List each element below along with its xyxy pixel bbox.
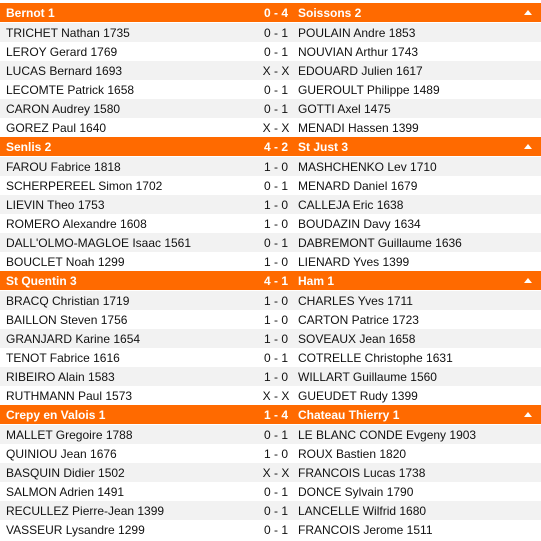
match-block bbox=[0, 405, 541, 539]
board-row bbox=[0, 42, 541, 61]
home-player: GRANJARD Karine 1654 bbox=[6, 331, 141, 346]
away-player: NOUVIAN Arthur 1743 bbox=[298, 44, 419, 59]
board-row bbox=[0, 444, 541, 463]
away-player: COTRELLE Christophe 1631 bbox=[298, 350, 453, 365]
home-player: FAROU Fabrice 1818 bbox=[6, 159, 121, 174]
board-result: X - X bbox=[262, 465, 290, 480]
home-player: SCHERPEREEL Simon 1702 bbox=[6, 178, 163, 193]
away-player: POULAIN Andre 1853 bbox=[298, 25, 416, 40]
board-result: X - X bbox=[262, 388, 290, 403]
board-row bbox=[0, 501, 541, 520]
away-player: CALLEJA Eric 1638 bbox=[298, 197, 404, 212]
caret-up-icon bbox=[524, 412, 532, 417]
board-row bbox=[0, 425, 541, 444]
home-player: BOUCLET Noah 1299 bbox=[6, 254, 125, 269]
board-result: X - X bbox=[262, 120, 290, 135]
board-result: 0 - 1 bbox=[263, 503, 288, 518]
board-row bbox=[0, 99, 541, 118]
collapse-button[interactable] bbox=[521, 412, 535, 417]
away-player: LIENARD Yves 1399 bbox=[298, 254, 410, 269]
board-result: X - X bbox=[262, 63, 290, 78]
board-row bbox=[0, 214, 541, 233]
caret-up-icon bbox=[524, 278, 532, 283]
collapse-button[interactable] bbox=[521, 278, 535, 283]
home-player: RUTHMANN Paul 1573 bbox=[6, 388, 133, 403]
board-result: 1 - 0 bbox=[263, 197, 288, 212]
board-result: 1 - 0 bbox=[263, 159, 288, 174]
board-row bbox=[0, 520, 541, 539]
away-player: MENADI Hassen 1399 bbox=[298, 120, 419, 135]
board-row bbox=[0, 463, 541, 482]
home-player: LIEVIN Theo 1753 bbox=[6, 197, 105, 212]
home-player: GOREZ Paul 1640 bbox=[6, 120, 107, 135]
home-player: BASQUIN Didier 1502 bbox=[6, 465, 125, 480]
away-player: GUEROULT Philippe 1489 bbox=[298, 82, 440, 97]
board-row bbox=[0, 348, 541, 367]
board-row bbox=[0, 195, 541, 214]
home-player: DALL'OLMO-MAGLOE Isaac 1561 bbox=[6, 235, 192, 250]
board-result: 0 - 1 bbox=[263, 44, 288, 59]
board-row bbox=[0, 310, 541, 329]
board-row bbox=[0, 252, 541, 271]
home-player: BAILLON Steven 1756 bbox=[6, 312, 128, 327]
home-player: ROMERO Alexandre 1608 bbox=[6, 216, 147, 231]
home-team-name: St Quentin 3 bbox=[6, 273, 77, 288]
board-result: 0 - 1 bbox=[263, 25, 288, 40]
board-result: 1 - 0 bbox=[263, 369, 288, 384]
match-header bbox=[0, 3, 541, 22]
board-result: 0 - 1 bbox=[263, 427, 288, 442]
board-row bbox=[0, 80, 541, 99]
match-block bbox=[0, 137, 541, 271]
board-result: 1 - 0 bbox=[263, 293, 288, 308]
away-player: CHARLES Yves 1711 bbox=[298, 293, 413, 308]
board-row bbox=[0, 291, 541, 310]
match-score: 1 - 4 bbox=[263, 407, 288, 422]
board-row bbox=[0, 386, 541, 405]
away-player: MASHCHENKO Lev 1710 bbox=[298, 159, 437, 174]
match-block bbox=[0, 3, 541, 137]
board-result: 0 - 1 bbox=[263, 178, 288, 193]
away-team-name: Ham 1 bbox=[298, 273, 335, 288]
match-block bbox=[0, 271, 541, 405]
collapse-button[interactable] bbox=[521, 144, 535, 149]
board-row bbox=[0, 23, 541, 42]
match-header bbox=[0, 405, 541, 424]
board-result: 1 - 0 bbox=[263, 254, 288, 269]
board-row bbox=[0, 329, 541, 348]
home-player: TENOT Fabrice 1616 bbox=[6, 350, 120, 365]
home-player: CARON Audrey 1580 bbox=[6, 101, 121, 116]
home-team-name: Senlis 2 bbox=[6, 139, 52, 154]
away-player: WILLART Guillaume 1560 bbox=[298, 369, 437, 384]
home-player: LUCAS Bernard 1693 bbox=[6, 63, 123, 78]
away-player: ROUX Bastien 1820 bbox=[298, 446, 407, 461]
board-result: 1 - 0 bbox=[263, 216, 288, 231]
board-row bbox=[0, 367, 541, 386]
board-result: 0 - 1 bbox=[263, 484, 288, 499]
away-player: DABREMONT Guillaume 1636 bbox=[298, 235, 462, 250]
match-score: 4 - 2 bbox=[263, 139, 288, 154]
board-row bbox=[0, 233, 541, 252]
home-player: LEROY Gerard 1769 bbox=[6, 44, 118, 59]
away-player: SOVEAUX Jean 1658 bbox=[298, 331, 416, 346]
home-player: VASSEUR Lysandre 1299 bbox=[6, 522, 145, 537]
away-player: CARTON Patrice 1723 bbox=[298, 312, 419, 327]
board-row bbox=[0, 482, 541, 501]
board-row bbox=[0, 176, 541, 195]
away-player: FRANCOIS Lucas 1738 bbox=[298, 465, 426, 480]
collapse-button[interactable] bbox=[521, 10, 535, 15]
away-player: EDOUARD Julien 1617 bbox=[298, 63, 423, 78]
away-player: FRANCOIS Jerome 1511 bbox=[298, 522, 433, 537]
away-player: GOTTI Axel 1475 bbox=[298, 101, 391, 116]
home-player: MALLET Gregoire 1788 bbox=[6, 427, 133, 442]
caret-up-icon bbox=[524, 144, 532, 149]
board-row bbox=[0, 157, 541, 176]
home-team-name: Crepy en Valois 1 bbox=[6, 407, 106, 422]
away-team-name: Soissons 2 bbox=[298, 5, 362, 20]
board-result: 0 - 1 bbox=[263, 350, 288, 365]
home-player: QUINIOU Jean 1676 bbox=[6, 446, 117, 461]
away-player: LANCELLE Wilfrid 1680 bbox=[298, 503, 427, 518]
board-result: 0 - 1 bbox=[263, 82, 288, 97]
away-player: LE BLANC CONDE Evgeny 1903 bbox=[298, 427, 477, 442]
match-score: 4 - 1 bbox=[263, 273, 288, 288]
caret-up-icon bbox=[524, 10, 532, 15]
match-header bbox=[0, 137, 541, 156]
away-player: MENARD Daniel 1679 bbox=[298, 178, 418, 193]
home-team-name: Bernot 1 bbox=[6, 5, 55, 20]
away-player: BOUDAZIN Davy 1634 bbox=[298, 216, 421, 231]
away-team-name: St Just 3 bbox=[298, 139, 349, 154]
away-player: GUEUDET Rudy 1399 bbox=[298, 388, 418, 403]
home-player: TRICHET Nathan 1735 bbox=[6, 25, 130, 40]
match-header bbox=[0, 271, 541, 290]
board-result: 1 - 0 bbox=[263, 312, 288, 327]
home-player: RIBEIRO Alain 1583 bbox=[6, 369, 115, 384]
match-score: 0 - 4 bbox=[263, 5, 288, 20]
home-player: SALMON Adrien 1491 bbox=[6, 484, 125, 499]
board-result: 0 - 1 bbox=[263, 101, 288, 116]
home-player: BRACQ Christian 1719 bbox=[6, 293, 130, 308]
board-result: 1 - 0 bbox=[263, 446, 288, 461]
board-result: 1 - 0 bbox=[263, 331, 288, 346]
board-result: 0 - 1 bbox=[263, 235, 288, 250]
board-row bbox=[0, 61, 541, 80]
away-player: DONCE Sylvain 1790 bbox=[298, 484, 414, 499]
board-row bbox=[0, 118, 541, 137]
home-player: LECOMTE Patrick 1658 bbox=[6, 82, 135, 97]
away-team-name: Chateau Thierry 1 bbox=[298, 407, 400, 422]
board-result: 0 - 1 bbox=[263, 522, 288, 537]
home-player: RECULLEZ Pierre-Jean 1399 bbox=[6, 503, 165, 518]
